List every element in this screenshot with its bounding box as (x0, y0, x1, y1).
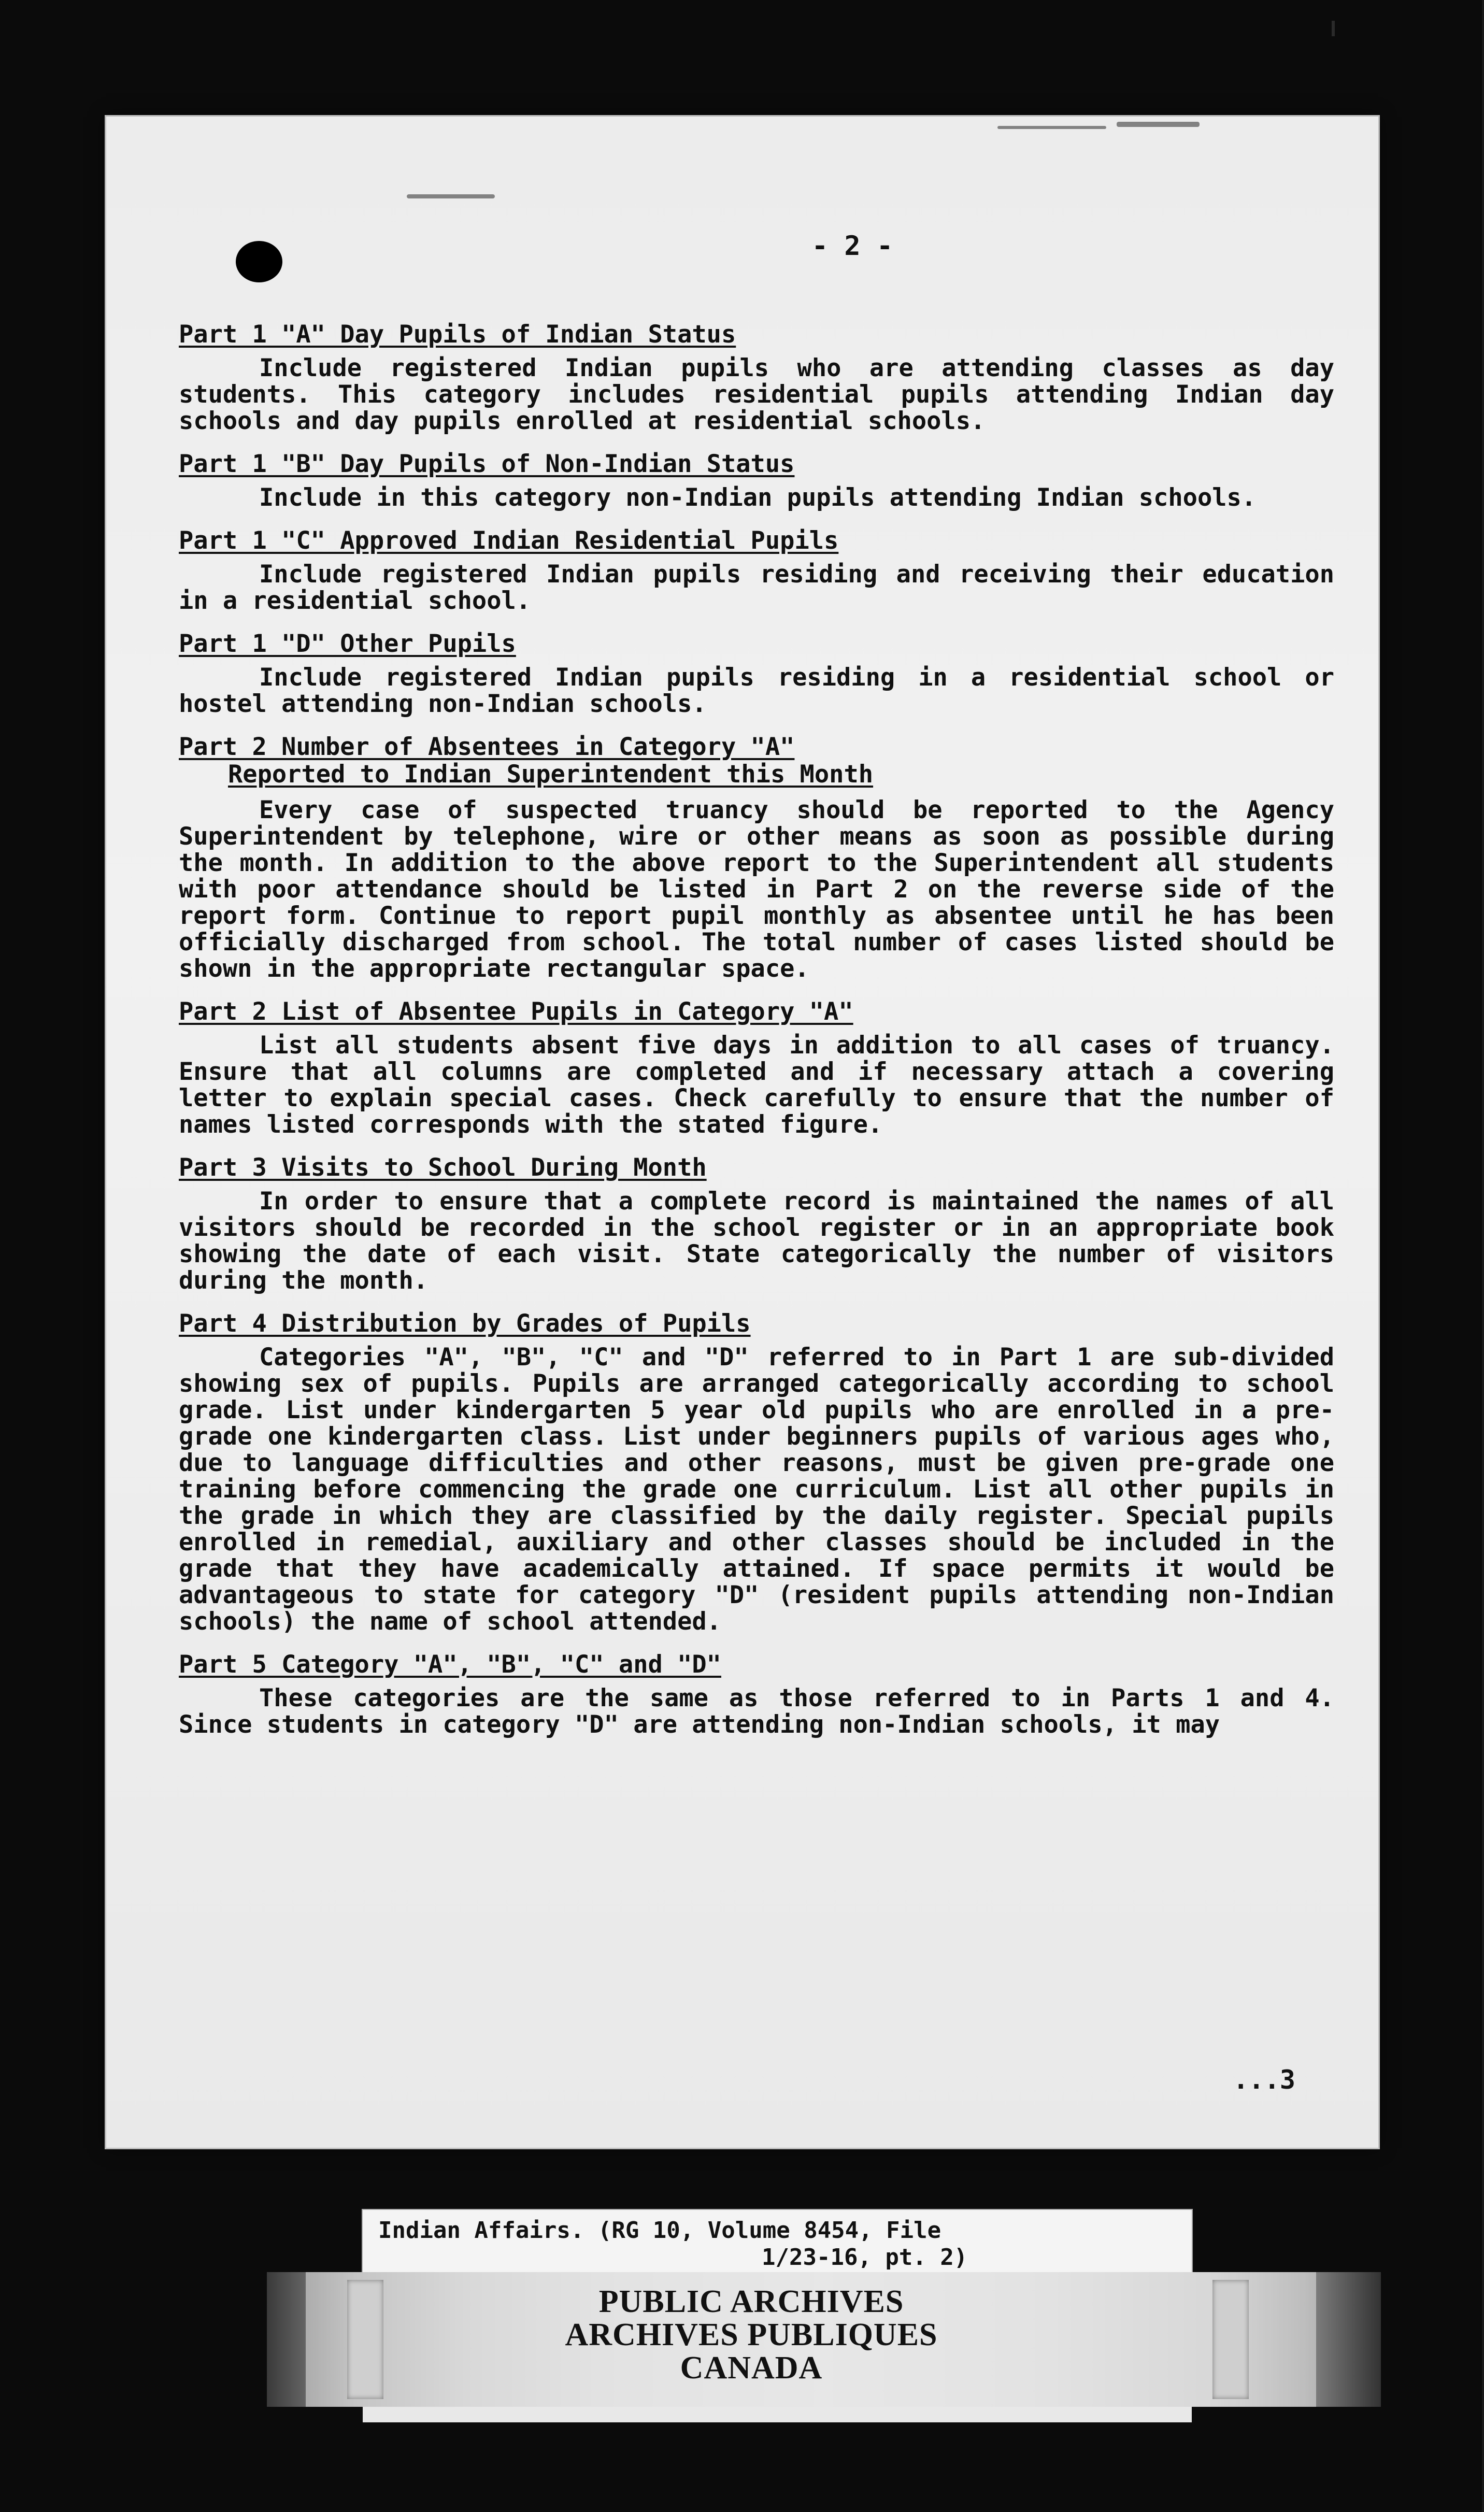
section-text: Every case of suspected truancy should be reported to the Agency Superintendent by telephone, wire or other means as soon as possible during the month. In addition to the above report to the Superintendent all students with poor attendance should be listed in Part 2 on the reverse side of the report form. Continue to report pupil monthly as absentee until he has been officially discharged from school. The total number of cases listed should be shown in the appropriate rectangular space. (179, 796, 1334, 983)
section-part1-c (179, 527, 1334, 614)
section-heading: Part 5 Category "A", "B", "C" and "D" (179, 1650, 721, 1679)
section-text: In order to ensure that a complete record is maintained the names of all visitors should be recorded in the school register or in an appropriate book showing the date of each visit. State categorically the number of visitors during the month. (179, 1187, 1334, 1295)
stamp-clip (347, 2280, 383, 2399)
archive-credit-label (363, 2210, 1192, 2277)
film-edge (1482, 0, 1484, 2512)
section-text: Include in this category non-Indian pupils attending Indian schools. (259, 483, 1257, 512)
section-text: Include registered Indian pupils who are attending classes as day students. This category includes residential pupils attending Indian day schools and day pupils enrolled at residential schools. (179, 354, 1334, 435)
pen-mark (997, 126, 1106, 129)
section-part3 (179, 1154, 1334, 1294)
section-part1-a (179, 321, 1334, 434)
section-heading-continued: Reported to Indian Superintendent this Month (228, 760, 874, 789)
document-page (106, 117, 1378, 2148)
section-text: Include registered Indian pupils residing and receiving their education in a residential school. (179, 560, 1334, 615)
credit-line-2: 1/23-16, pt. 2) (762, 2244, 968, 2271)
continuation-marker: ...3 (1233, 2065, 1295, 2095)
section-text: Include registered Indian pupils residing in a residential school or hostel attending non-Indian schools. (179, 663, 1334, 718)
section-text: List all students absent five days in addition to all cases of truancy. Ensure that all columns are completed and if necessary attach a covering letter to explain special cases. Check carefully to ensure that the number of names listed corresponds with the stated figure. (179, 1031, 1334, 1139)
credit-line-1: Indian Affairs. (RG 10, Volume 8454, File (378, 2217, 941, 2244)
pen-mark (407, 194, 495, 198)
section-heading: Part 1 "C" Approved Indian Residential Pupils (179, 526, 839, 555)
stamp-line: CANADA (680, 2350, 823, 2386)
section-heading: Part 1 "D" Other Pupils (179, 630, 516, 658)
section-heading: Part 2 Number of Absentees in Category "A" (179, 733, 795, 761)
stamp-line: ARCHIVES PUBLIQUES (565, 2317, 938, 2352)
section-part1-b (179, 451, 1334, 511)
document-body (179, 321, 1334, 1754)
film-scratch (1332, 21, 1335, 36)
section-heading: Part 4 Distribution by Grades of Pupils (179, 1309, 751, 1338)
page-number: - 2 - (811, 231, 893, 262)
section-part2-number (179, 734, 1334, 982)
pen-mark (1117, 122, 1200, 127)
section-heading: Part 3 Visits to School During Month (179, 1153, 707, 1182)
punch-hole (236, 241, 282, 282)
stamp-line: PUBLIC ARCHIVES (598, 2284, 904, 2319)
section-text: These categories are the same as those referred to in Parts 1 and 4. Since students in category "D" are attending non-Indian schools, it may (179, 1684, 1334, 1739)
stamp-clip (1212, 2280, 1249, 2399)
section-part1-d (179, 631, 1334, 717)
section-heading: Part 1 "A" Day Pupils of Indian Status (179, 320, 736, 349)
archive-stamp (518, 2285, 984, 2385)
section-heading: Part 1 "B" Day Pupils of Non-Indian Status (179, 450, 795, 478)
section-part4 (179, 1310, 1334, 1635)
film-label-strip (363, 2407, 1192, 2422)
section-text: Categories "A", "B", "C" and "D" referred to in Part 1 are sub-divided showing sex of pupils. Pupils are arranged categorically according to school grade. List under kindergarten 5 year old pupils who are enrolled in a pre-grade one kindergarten class. List under beginners pupils of various ages who, due to language difficulties and other reasons, must be given pre-grade one training before commencing the grade one curriculum. List all other pupils in the grade in which they are classified by the daily register. Special pupils enrolled in remedial, auxiliary and other classes should be included in the grade that they have academically attained. If space permits it would be advantageous to state for category "D" (resident pupils attending non-Indian schools) the name of school attended. (179, 1343, 1334, 1636)
section-heading: Part 2 List of Absentee Pupils in Category "A" (179, 997, 853, 1026)
credit-reference (378, 2217, 967, 2271)
section-part5 (179, 1651, 1334, 1738)
section-part2-list (179, 998, 1334, 1138)
